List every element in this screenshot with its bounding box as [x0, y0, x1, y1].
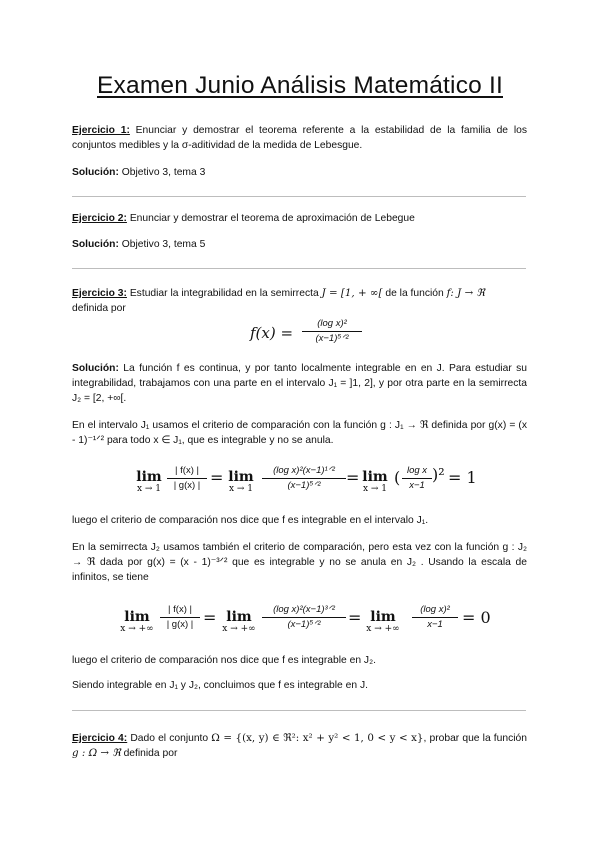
fraction-numerator: (log x)²(x−1)³ᐟ²	[273, 604, 335, 615]
divider-3	[72, 710, 526, 711]
exercise-3-text-b: de la función	[382, 288, 447, 299]
limit-1-subscript: x → 1	[136, 484, 162, 494]
solution-3-text: La función f es continua, y por tanto localmente integrable en en J. Para estudiar su integrabilidad, trabajamos con una parte en el intervalo J₁ = ]1, 2], y por otra parte en la semirrecta J₂ = [2, +∞[.	[72, 363, 527, 404]
limit-1-lim-3: lim	[362, 469, 388, 485]
function-signature: f: J → ℜ	[446, 287, 485, 299]
fraction-denominator: | g(x) |	[166, 619, 194, 630]
exercise-3-label: Ejercicio 3:	[72, 288, 127, 299]
set-omega: Ω = {(x, y) ∈ ℜ²: x² + y² < 1, 0 < y < x}	[211, 732, 424, 744]
exercise-3-text-a: Estudiar la integrabilidad en la semirrecta	[126, 288, 322, 299]
equals-sign: =	[210, 468, 224, 487]
equals-sign: =	[348, 608, 362, 627]
exercise-2-label: Ejercicio 2:	[72, 213, 127, 224]
limit-1-fraction-1	[167, 465, 207, 492]
exercise-3-text-c: definida por	[72, 303, 126, 314]
fraction-numerator: (log x)²	[420, 604, 450, 615]
equals-sign: =	[203, 608, 217, 627]
fraction-denominator: x−1	[427, 619, 443, 630]
exercise-2-text: Enunciar y demostrar el teorema de aproximación de Lebegue	[126, 213, 415, 224]
fraction-numerator: (log x)²(x−1)¹ᐟ²	[273, 465, 335, 476]
close-paren-squared: )²	[432, 465, 445, 484]
limit-1-fraction-3	[402, 465, 432, 492]
definition-numerator: (log x)²	[317, 318, 347, 329]
fraction-bar	[412, 617, 458, 618]
limit-2-fraction-2	[262, 604, 346, 631]
exercise-4-text-b: , probar que la función	[423, 733, 527, 744]
fraction-denominator: (x−1)⁵ᐟ²	[287, 480, 321, 491]
fraction-denominator: (x−1)⁵ᐟ²	[287, 619, 321, 630]
fraction-denominator: | g(x) |	[173, 480, 201, 491]
limit-2-fraction-3	[412, 604, 458, 631]
exercise-1-text: Enunciar y demostrar el teorema referente a la estabilidad de la familia de los conjuntos medibles y la σ-aditividad de la medida de Lebesgue.	[72, 125, 527, 151]
page-title: Examen Junio Análisis Matemático II	[97, 72, 503, 99]
function-g: g : Ω → ℜ	[72, 747, 121, 759]
limit-2-lim-2: lim	[226, 609, 252, 625]
limit-1-result: = 1	[448, 468, 477, 487]
fraction-denominator: x−1	[409, 480, 425, 491]
exercise-1-label: Ejercicio 1:	[72, 125, 130, 136]
exercise-3	[72, 286, 527, 301]
limit-2-operator	[116, 610, 158, 634]
fraction-bar	[262, 478, 346, 479]
paragraph-conclusion-j1: luego el criterio de comparación nos dice que f es integrable en el intervalo J₁.	[72, 515, 429, 526]
fraction-numerator: log x	[406, 465, 428, 476]
open-paren: (	[394, 468, 401, 487]
fraction-bar	[402, 478, 432, 479]
solution-1-text: Objetivo 3, tema 3	[118, 167, 206, 178]
paragraph-semirrecta-j2: En la semirrecta J₂ usamos también el criterio de comparación, pero esta vez con la función g : J₂ → ℜ dada por g(x) = (x - 1)⁻³ᐟ² que es integrable y no se anula en J₂ . Usando la escala de infinitos, se tiene	[72, 542, 527, 583]
limit-1-lim-2: lim	[228, 469, 254, 485]
limit-1-operator-2	[224, 470, 258, 494]
solution-1	[72, 165, 527, 180]
definition-lhs: f(x) =	[250, 324, 294, 342]
solution-2	[72, 237, 527, 252]
limit-1-operator-3	[358, 470, 392, 494]
limit-1-fraction-2	[262, 465, 346, 492]
exercise-4-text-c: definida por	[120, 748, 178, 759]
fraction-bar	[302, 331, 362, 332]
limit-2-operator-3	[362, 610, 404, 634]
limit-1-lim: lim	[136, 469, 162, 485]
definition-denominator: (x−1)⁵ᐟ²	[315, 333, 349, 344]
divider-2	[72, 268, 526, 269]
limit-1-subscript-2: x → 1	[228, 484, 254, 494]
fraction-numerator: | f(x) |	[168, 604, 192, 615]
limit-2-lim-3: lim	[370, 609, 396, 625]
paragraph-final-conclusion: Siendo integrable en J₁ y J₂, concluimos que f es integrable en J.	[72, 680, 368, 691]
fraction-bar	[160, 617, 200, 618]
limit-2-subscript: x → +∞	[120, 624, 154, 634]
limit-1-subscript-3: x → 1	[362, 484, 388, 494]
limit-1-operator	[132, 470, 166, 494]
set-j: J = [1, + ∞[	[321, 287, 383, 299]
equals-sign: =	[346, 468, 360, 487]
paragraph-interval-j1: En el intervalo J₁ usamos el criterio de comparación con la función g : J₁ → ℜ definida por g(x) = (x - 1)⁻¹ᐟ² para todo x ∈ J₁, que es integrable y no se anula.	[72, 420, 527, 446]
solution-3-label: Solución:	[72, 363, 119, 374]
exercise-4	[72, 731, 527, 761]
fraction-numerator: | f(x) |	[175, 465, 199, 476]
solution-2-label: Solución:	[72, 239, 119, 250]
solution-2-text: Objetivo 3, tema 5	[118, 239, 206, 250]
limit-2-fraction-1	[160, 604, 200, 631]
solution-1-label: Solución:	[72, 167, 119, 178]
fraction-bar	[167, 478, 207, 479]
exercise-4-label: Ejercicio 4:	[72, 733, 128, 744]
exercise-2	[72, 211, 527, 226]
paragraph-conclusion-j2: luego el criterio de comparación nos dice que f es integrable en J₂.	[72, 655, 376, 666]
limit-2-result: = 0	[462, 608, 491, 627]
solution-3-intro	[72, 361, 527, 406]
divider-1	[72, 196, 526, 197]
limit-2-subscript-3: x → +∞	[366, 624, 400, 634]
limit-2-subscript-2: x → +∞	[222, 624, 256, 634]
definition-fraction	[302, 318, 362, 345]
exercise-4-text-a: Dado el conjunto	[127, 733, 212, 744]
limit-2-lim: lim	[124, 609, 150, 625]
exercise-1	[72, 123, 527, 153]
limit-2-operator-2	[218, 610, 260, 634]
fraction-bar	[262, 617, 346, 618]
